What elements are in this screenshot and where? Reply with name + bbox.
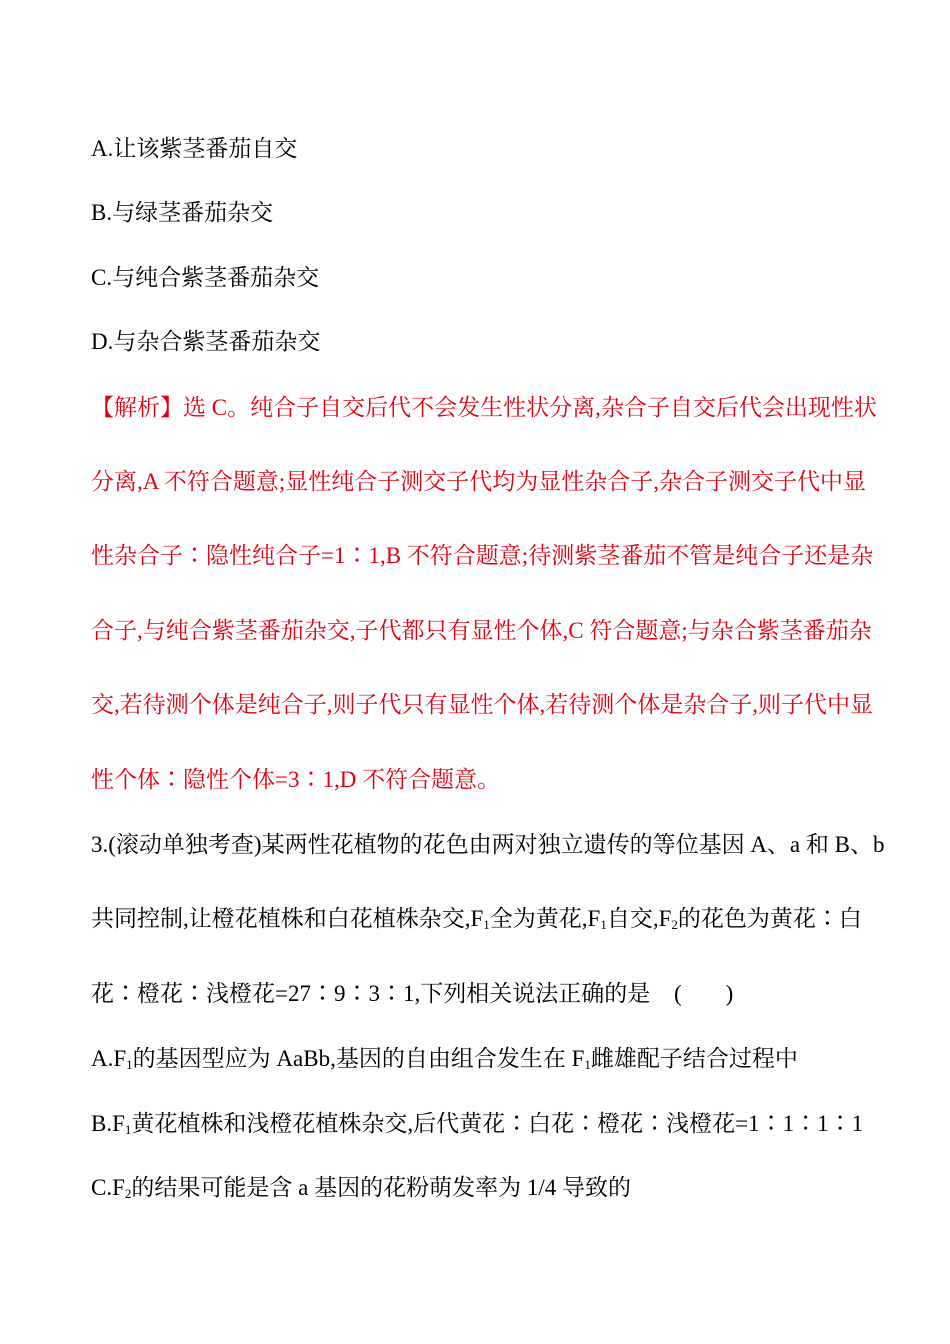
q3-stem-text: 共同控制,让橙花植株和白花植株杂交,F xyxy=(91,906,484,931)
option-text: B.F xyxy=(91,1111,125,1136)
subscript: 1 xyxy=(126,1057,133,1072)
subscript: 1 xyxy=(124,1122,132,1137)
subscript: 2 xyxy=(124,1186,132,1201)
option-text: 的结果可能是含 a 基因的花粉萌发率为 1/4 导致的 xyxy=(131,1175,631,1200)
analysis-line-1: 【解析】选 C。纯合子自交后代不会发生性状分离,杂合子自交后代会出现性状 xyxy=(91,395,877,420)
option-text: A.F xyxy=(91,1046,127,1071)
analysis-line-2: 分离,A 不符合题意;显性纯合子测交子代均为显性杂合子,杂合子测交子代中显 xyxy=(91,469,866,494)
answer-paren-close: ) xyxy=(725,981,734,1006)
answer-paren-open: ( xyxy=(673,981,682,1006)
option-text: 黄花植株和浅橙花植株杂交,后代黄花∶白花∶橙花∶浅橙花=1∶1∶1∶1 xyxy=(131,1111,864,1136)
analysis-line-6: 性个体∶隐性个体=3∶1,D 不符合题意。 xyxy=(91,767,501,792)
q3-option-c xyxy=(91,1173,866,1209)
q3-stem-line-3 xyxy=(91,979,866,1009)
q3-stem-line-1: 3.(滚动单独考查)某两性花植物的花色由两对独立遗传的等位基因 A、a 和 B、b xyxy=(91,832,885,857)
analysis-line-4: 合子,与纯合紫茎番茄杂交,子代都只有显性个体,C 符合题意;与杂合紫茎番茄杂 xyxy=(91,618,872,643)
option-text: C.F xyxy=(91,1175,125,1200)
q3-option-a xyxy=(91,1044,866,1080)
subscript: 2 xyxy=(671,917,678,932)
subscript: 1 xyxy=(584,1057,591,1072)
q3-stem-line-2 xyxy=(91,904,866,940)
analysis-line-3: 性杂合子∶隐性纯合子=1∶1,B 不符合题意;待测紫茎番茄不管是纯合子还是杂 xyxy=(91,543,874,568)
q2-option-d: D.与杂合紫茎番茄杂交 xyxy=(91,329,321,354)
analysis-line-5: 交,若待测个体是纯合子,则子代只有显性个体,若待测个体是杂合子,则子代中显 xyxy=(91,692,873,717)
subscript: 1 xyxy=(483,917,490,932)
q3-stem-text: 自交,F xyxy=(606,906,672,931)
q2-option-c: C.与纯合紫茎番茄杂交 xyxy=(91,265,320,290)
option-text: 雌雄配子结合过程中 xyxy=(590,1046,798,1071)
option-text: 的基因型应为 AaBb,基因的自由组合发生在 F xyxy=(132,1046,585,1071)
q3-stem-text: 花∶橙花∶浅橙花=27∶9∶3∶1,下列相关说法正确的是 xyxy=(91,981,651,1006)
q2-option-a: A.让该紫茎番茄自交 xyxy=(91,136,298,161)
q2-option-b: B.与绿茎番茄杂交 xyxy=(91,200,274,225)
q3-stem-text: 的花色为黄花∶白 xyxy=(677,906,862,931)
q3-option-b xyxy=(91,1109,866,1145)
subscript: 1 xyxy=(600,917,607,932)
q3-stem-text: 全为黄花,F xyxy=(489,906,601,931)
